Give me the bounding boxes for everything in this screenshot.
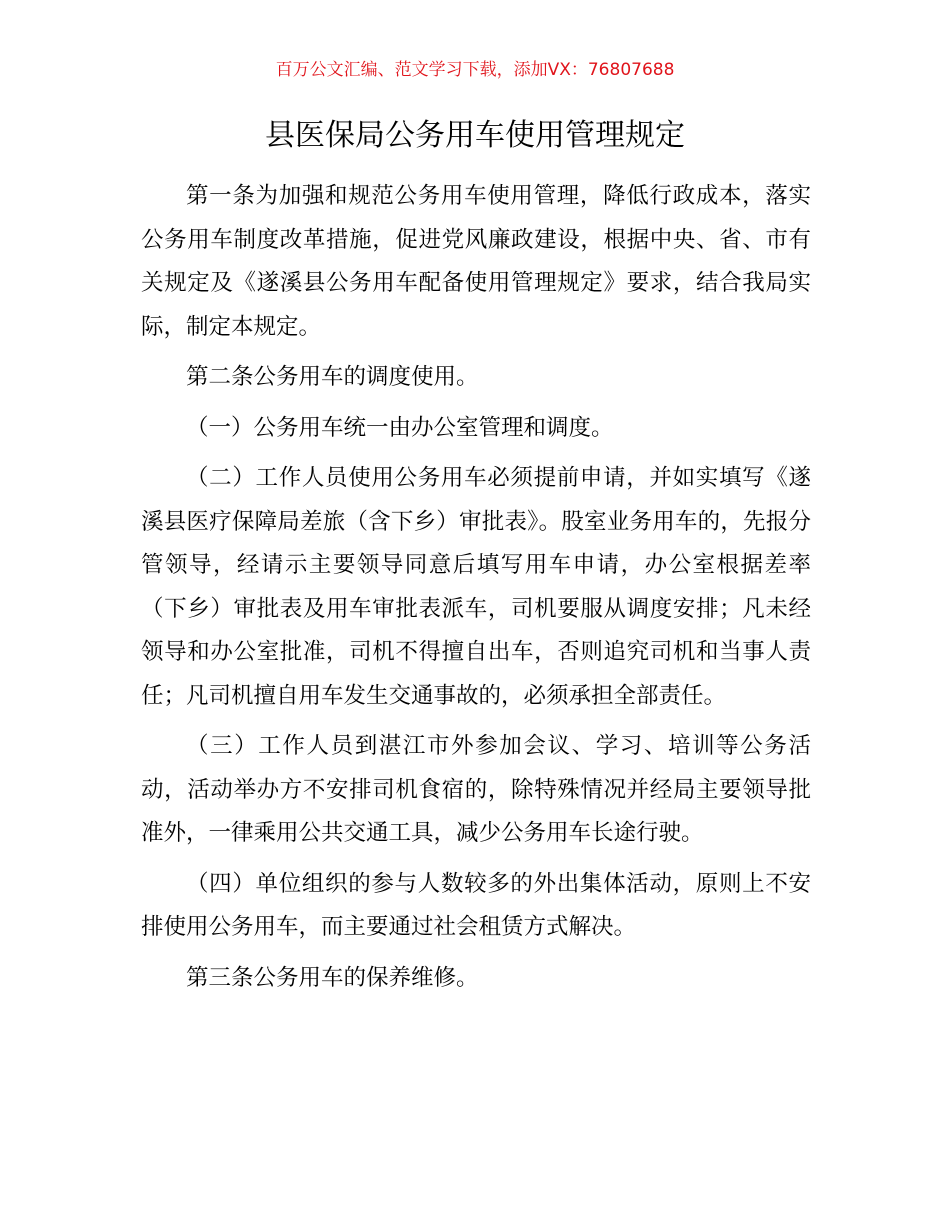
paragraph-item-2: （二）工作人员使用公务用车必须提前申请，并如实填写《遂溪县医疗保障局差旅（含下乡）审批表》。股室业务用车的，先报分管领导，经请示主要领导同意后填写用车申请，办公室根据差率（下乡）审批表及用车审批表派车，司机要服从调度安排；凡未经领导和办公室批准，司机不得擅自出车，否则追究司机和当事人责任；凡司机擅自用车发生交通事故的，必须承担全部责任。 [141,465,811,709]
watermark-banner: 百万公文汇编、范文学习下载，添加VX：76807688 [275,60,675,80]
paragraph-item-4: （四）单位组织的参与人数较多的外出集体活动，原则上不安排使用公务用车，而主要通过社会租赁方式解决。 [141,870,811,940]
paragraph-article-1: 第一条为加强和规范公务用车使用管理，降低行政成本，落实公务用车制度改革措施，促进党风廉政建设，根据中央、省、市有关规定及《遂溪县公务用车配备使用管理规定》要求，结合我局实际，制定本规定。 [141,183,811,340]
paragraph-article-2: 第二条公务用车的调度使用。 [186,364,479,390]
document-body [141,175,811,1007]
paragraph-item-3: （三）工作人员到湛江市外参加会议、学习、培训等公务活动，活动举办方不安排司机食宿的，除特殊情况并经局主要领导批准外，一律乘用公共交通工具，减少公务用车长途行驶。 [141,733,811,846]
paragraph-item-1: （一）公务用车统一由办公室管理和调度。 [186,414,614,441]
document-title: 县医保局公务用车使用管理规定 [265,118,685,153]
paragraph-article-3: 第三条公务用车的保养维修。 [186,964,479,991]
